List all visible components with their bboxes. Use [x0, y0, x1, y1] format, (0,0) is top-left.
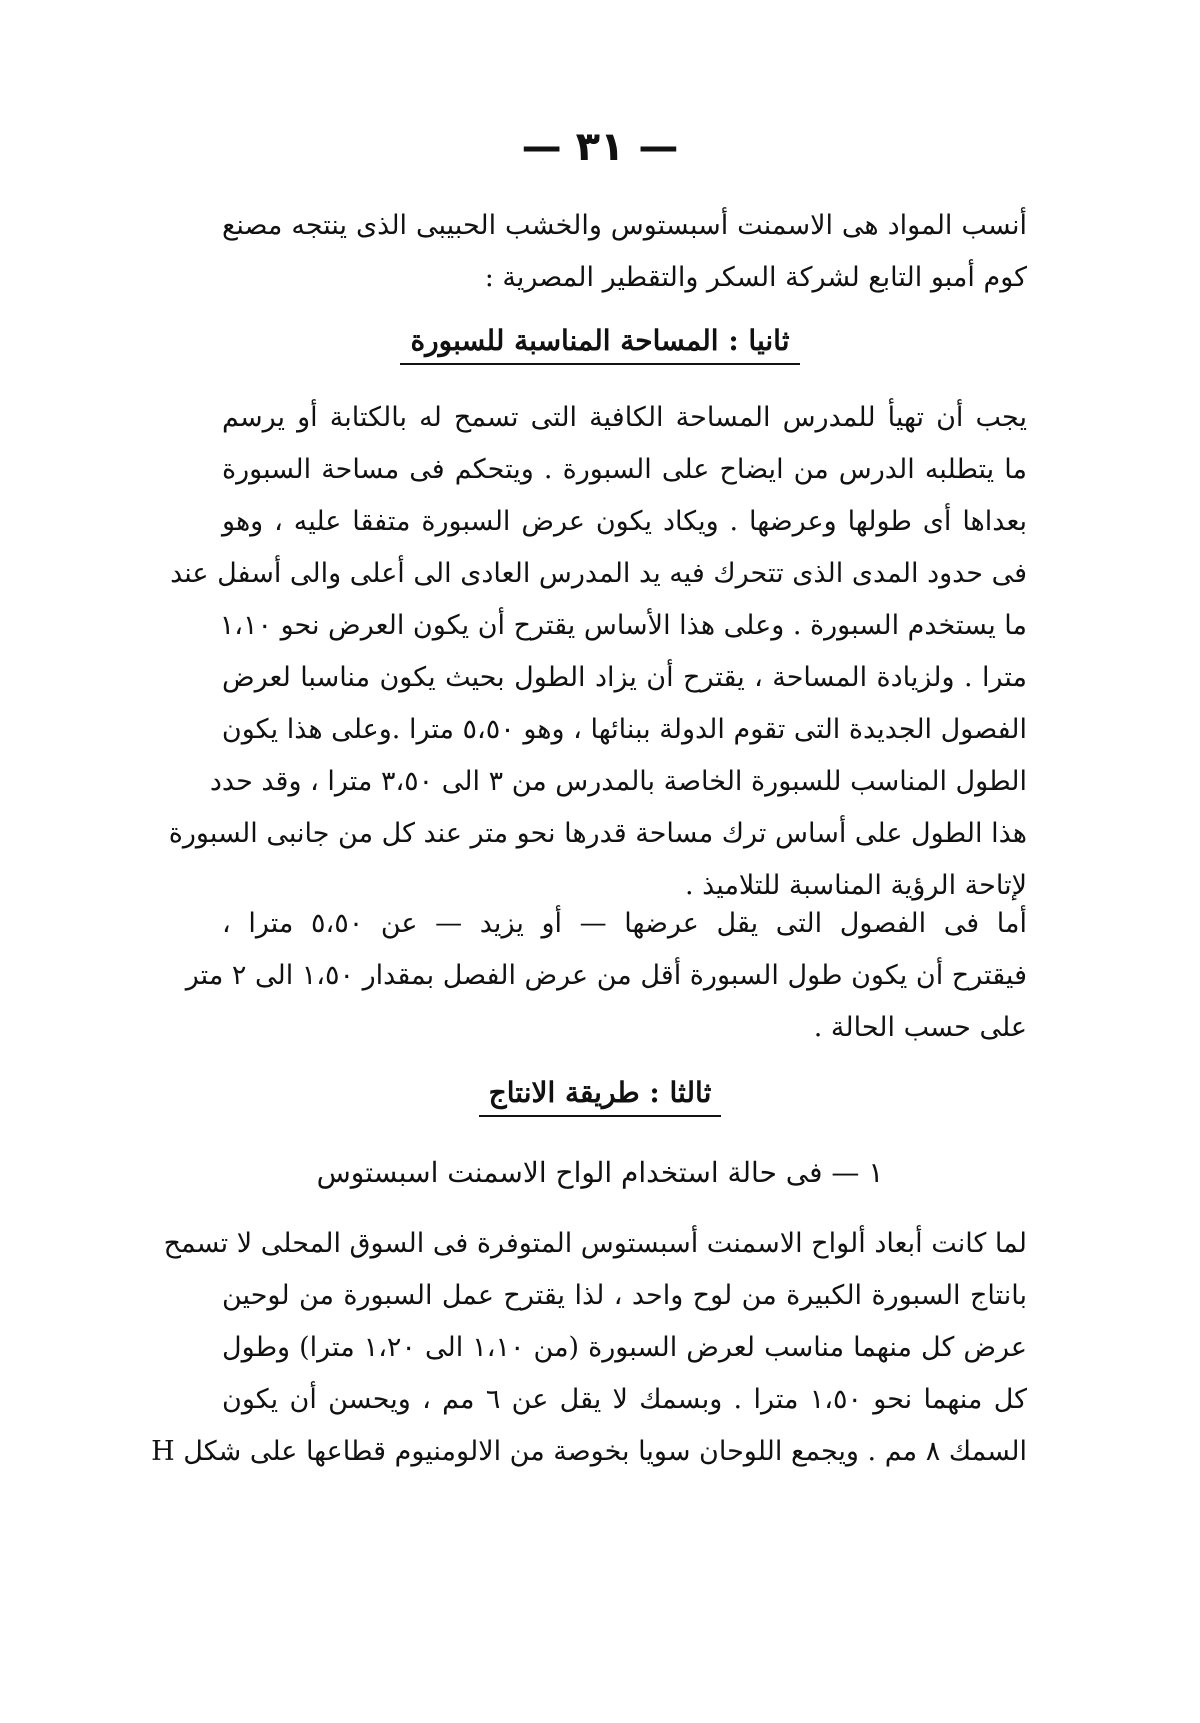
- text-line: عرض كل منهما مناسب لعرض السبورة (من ١،١٠ الى ١،٢٠ مترا) وطول: [222, 1332, 1027, 1363]
- text-line: لإتاحة الرؤية المناسبة للتلاميذ .: [684, 870, 1027, 901]
- text-line: السمك ٨ مم . ويجمع اللوحان سويا بخوصة من الالومنيوم قطاعها على شكل H: [151, 1436, 1027, 1467]
- text-line: على حسب الحالة .: [813, 1012, 1027, 1043]
- text-line: ما يستخدم السبورة . وعلى هذا الأساس يقترح أن يكون العرض نحو ١،١٠: [219, 610, 1027, 641]
- board-area-paragraph-2: [185, 898, 1027, 1054]
- section-heading-board-area: [0, 324, 1200, 365]
- text-line: بانتاج السبورة الكبيرة من لوح واحد ، لذا يقترح عمل السبورة من لوحين: [222, 1280, 1027, 1311]
- section-heading-text: ثانيا : المساحة المناسبة للسبورة: [400, 324, 799, 365]
- intro-paragraph: [222, 200, 1027, 304]
- text-line: الفصول الجديدة التى تقوم الدولة ببنائها ، وهو ٥،٥٠ مترا .وعلى هذا يكون: [221, 714, 1027, 745]
- text-line: يجب أن تهيأ للمدرس المساحة الكافية التى تسمح له بالكتابة أو يرسم: [222, 402, 1027, 433]
- text-line: بعداها أى طولها وعرضها . ويكاد يكون عرض السبورة متفقا عليه ، وهو: [222, 506, 1027, 537]
- section-heading-text: ثالثا : طريقة الانتاج: [479, 1076, 722, 1117]
- text-line: كوم أمبو التابع لشركة السكر والتقطير المصرية :: [484, 262, 1027, 293]
- board-area-paragraph-1: [168, 392, 1027, 912]
- text-line: الطول المناسب للسبورة الخاصة بالمدرس من ٣ الى ٣،٥٠ مترا ، وقد حدد: [209, 766, 1027, 797]
- text-line: هذا الطول على أساس ترك مساحة قدرها نحو متر عند كل من جانبى السبورة: [168, 818, 1027, 849]
- text-line: أما فى الفصول التى يقل عرضها — أو يزيد — عن ٥،٥٠ مترا ،: [222, 908, 1027, 939]
- page-number: — ٣١ —: [521, 124, 679, 170]
- subsection-heading: ١ — فى حالة استخدام الواح الاسمنت اسبستوس: [316, 1156, 884, 1189]
- text-line: فيقترح أن يكون طول السبورة أقل من عرض الفصل بمقدار ١،٥٠ الى ٢ متر: [185, 960, 1027, 991]
- text-line: ما يتطلبه الدرس من ايضاح على السبورة . ويتحكم فى مساحة السبورة: [222, 454, 1027, 485]
- text-line: فى حدود المدى الذى تتحرك فيه يد المدرس العادى الى أعلى والى أسفل عند: [170, 558, 1027, 589]
- text-line: لما كانت أبعاد ألواح الاسمنت أسبستوس المتوفرة فى السوق المحلى لا تسمح: [163, 1228, 1027, 1259]
- production-paragraph: [151, 1218, 1027, 1478]
- section-heading-production-method: [0, 1076, 1200, 1117]
- text-line: كل منهما نحو ١،٥٠ مترا . وبسمك لا يقل عن ٦ مم ، ويحسن أن يكون: [222, 1384, 1027, 1415]
- text-line: مترا . ولزيادة المساحة ، يقترح أن يزاد الطول بحيث يكون مناسبا لعرض: [222, 662, 1027, 693]
- text-line: أنسب المواد هى الاسمنت أسبستوس والخشب الحبيبى الذى ينتجه مصنع: [222, 210, 1027, 241]
